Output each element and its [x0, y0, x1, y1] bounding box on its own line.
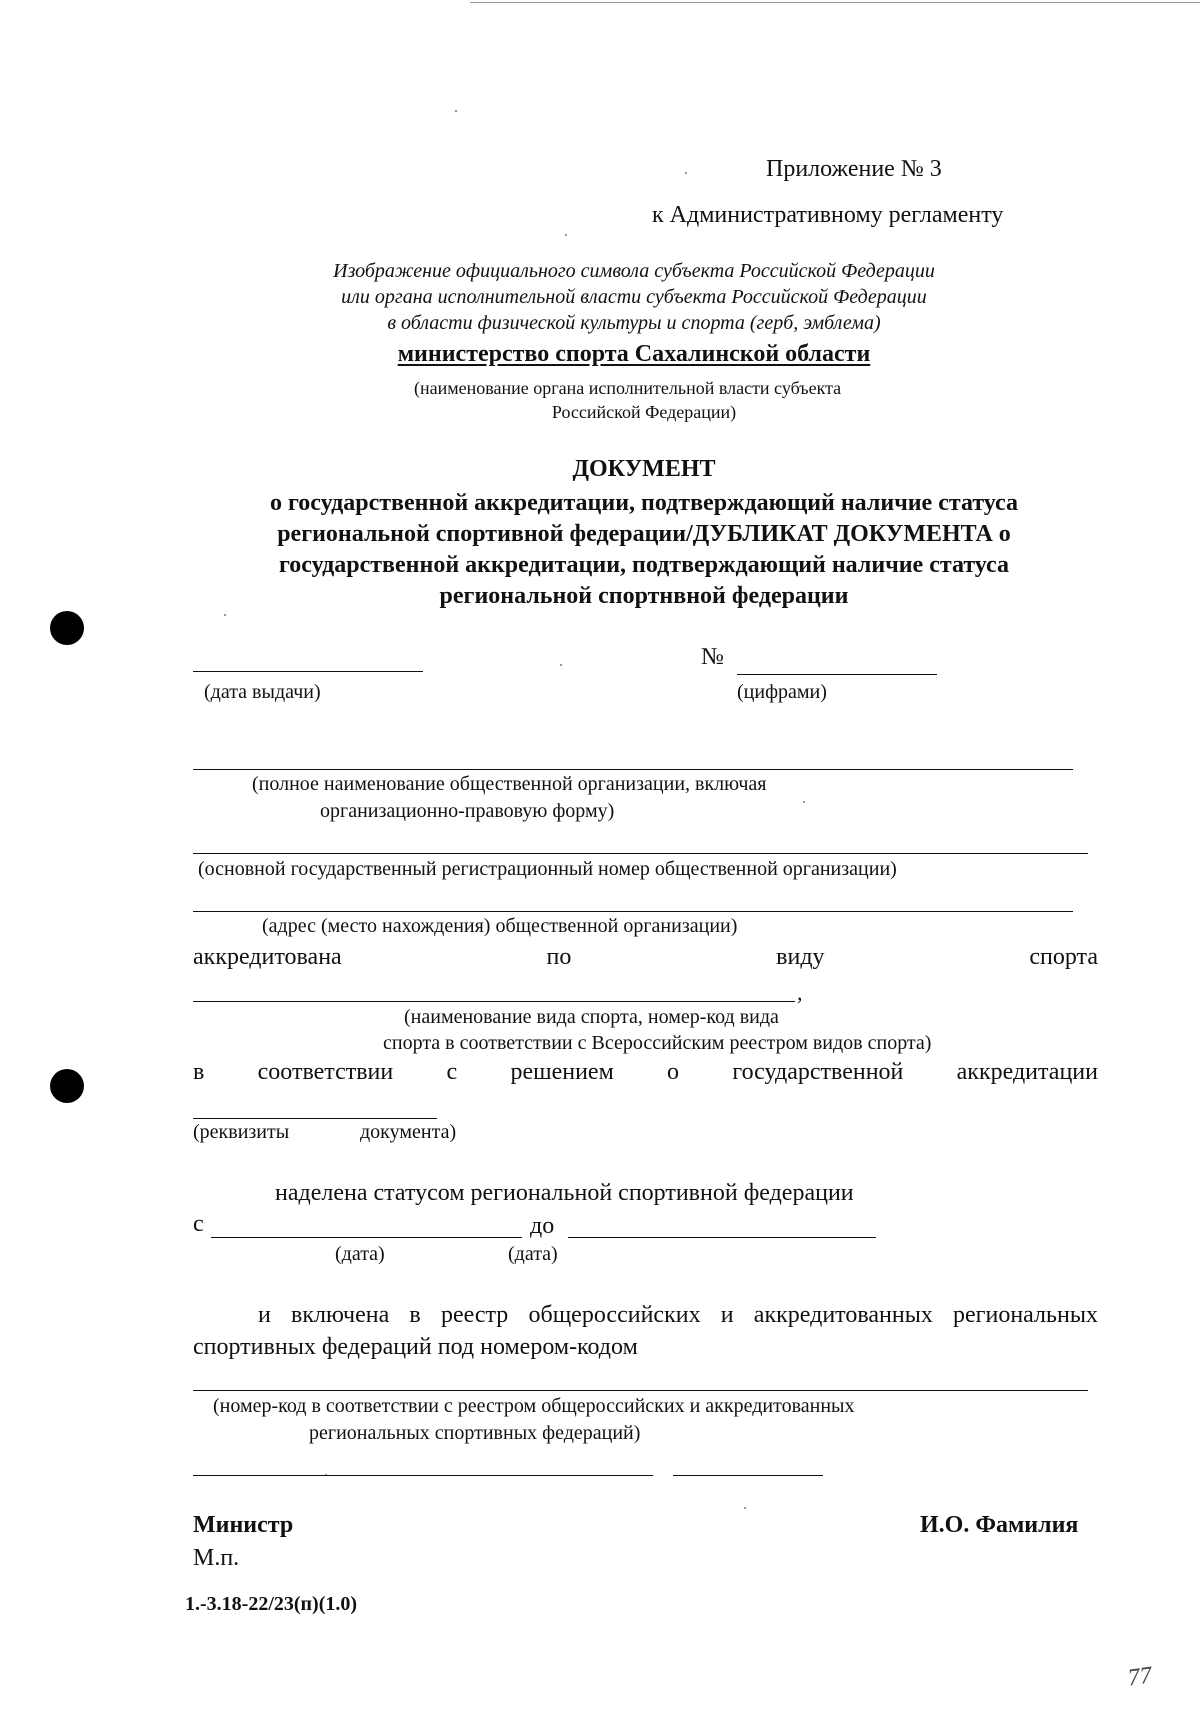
decision-word: государственной [732, 1059, 904, 1085]
organization-name-caption-line2: организационно-правовую форму) [320, 800, 615, 822]
requisites-line [193, 1118, 437, 1119]
registry-word: и [258, 1302, 271, 1328]
regulation-reference: к Административному регламенту [652, 202, 1004, 228]
registry-word: аккредитованных [753, 1302, 933, 1328]
accreditation-word: спорта [1029, 944, 1098, 970]
decision-word: о [667, 1059, 680, 1085]
issue-number-line [737, 674, 937, 675]
ogrn-line [193, 853, 1088, 854]
scan-speck [565, 234, 567, 236]
decision-word: в [193, 1059, 205, 1085]
stamp-place: М.п. [193, 1545, 240, 1571]
registry-line1 [258, 1302, 1098, 1329]
scan-speck [455, 110, 457, 112]
signatory-name: И.О. Фамилия [920, 1512, 1079, 1538]
emblem-note-line2: или органа исполнительной власти субъекта Российской Федерации [341, 286, 927, 308]
document-code: 1.-3.18-22/23(п)(1.0) [185, 1593, 358, 1615]
status-to-line [568, 1237, 876, 1238]
registry-word: в [409, 1302, 421, 1328]
requisites-caption-b: документа) [360, 1121, 457, 1143]
scan-speck [744, 1507, 746, 1509]
appendix-number: Приложение № 3 [766, 156, 942, 182]
status-from-label: с [193, 1211, 204, 1237]
authority-caption-line1: (наименование органа исполнительной власти субъекта [414, 378, 842, 398]
document-title: ДОКУМЕНТ [572, 456, 716, 482]
decision-line [193, 1059, 1098, 1086]
address-caption: (адрес (место нахождения) общественной организации) [262, 915, 738, 937]
ogrn-caption: (основной государственный регистрационный номер общественной организации) [198, 858, 897, 880]
authority-caption-line2: Российской Федерации) [551, 402, 737, 422]
document-subtitle-line1: о государственной аккредитации, подтверждающий наличие статуса [270, 490, 1018, 516]
issue-number-caption: (цифрами) [737, 681, 827, 703]
registry-word: и [720, 1302, 734, 1328]
scan-speck [803, 801, 805, 803]
scan-speck [685, 172, 687, 174]
decision-word: решением [510, 1059, 614, 1085]
scan-edge-mark [470, 2, 1200, 3]
organization-name-caption-line1: (полное наименование общественной организации, включая [252, 773, 767, 795]
decision-word: аккредитации [956, 1059, 1098, 1085]
emblem-note-line1: Изображение официального символа субъекта Российской Федерации [333, 260, 935, 282]
registry-caption-line1: (номер-код в соответствии с реестром общероссийских и аккредитованных [213, 1395, 855, 1417]
signature-position-line [193, 1475, 653, 1476]
sport-caption-line2: спорта в соответствии с Всероссийским реестром видов спорта) [383, 1032, 932, 1054]
accreditation-word: по [546, 944, 572, 970]
scan-speck [560, 664, 562, 666]
accreditation-word: аккредитована [193, 944, 342, 970]
registry-word: включена [291, 1302, 390, 1328]
decision-word: с [446, 1059, 458, 1085]
signatory-position: Министр [193, 1512, 294, 1538]
status-from-caption: (дата) [335, 1243, 385, 1265]
issue-date-caption: (дата выдачи) [204, 681, 321, 703]
status-to-label: до [530, 1213, 555, 1239]
accreditation-line [193, 944, 1098, 971]
issue-date-line [193, 671, 423, 672]
registry-code-line [193, 1390, 1088, 1391]
punch-hole-bottom [50, 1069, 84, 1103]
status-to-caption: (дата) [508, 1243, 558, 1265]
document-subtitle-line3: государственной аккредитации, подтверждающий наличие статуса [279, 552, 1009, 578]
emblem-note-line3: в области физической культуры и спорта (герб, эмблема) [387, 312, 881, 334]
sport-name-line [193, 1001, 795, 1002]
status-from-line [211, 1237, 522, 1238]
status-text: наделена статусом региональной спортивной федерации [275, 1180, 854, 1206]
registry-line2: спортивных федераций под номером-кодом [193, 1334, 638, 1360]
organization-name-line [193, 769, 1073, 770]
punch-hole-top [50, 611, 84, 645]
signature-line [673, 1475, 823, 1476]
registry-word: реестр [440, 1302, 509, 1328]
accreditation-word: виду [776, 944, 825, 970]
registry-word: общероссийских [528, 1302, 701, 1328]
page-number: 77 [1126, 1662, 1154, 1692]
document-subtitle-line2: региональной спортивной федерации/ДУБЛИКАТ ДОКУМЕНТА о [277, 521, 1011, 547]
number-sign: № [701, 644, 724, 670]
decision-word: соответствии [257, 1059, 394, 1085]
scan-speck [224, 614, 226, 616]
sport-caption-line1: (наименование вида спорта, номер-код вида [404, 1006, 779, 1028]
registry-word: региональных [953, 1302, 1098, 1328]
document-subtitle-line4: региональной спортнвной федерации [439, 583, 849, 609]
authority-name: министерство спорта Сахалинской области [397, 341, 871, 367]
registry-caption-line2: региональных спортивных федераций) [309, 1422, 641, 1444]
address-line [193, 911, 1073, 912]
sport-line-comma: , [797, 980, 803, 1005]
requisites-caption-a: (реквизиты [193, 1121, 290, 1143]
